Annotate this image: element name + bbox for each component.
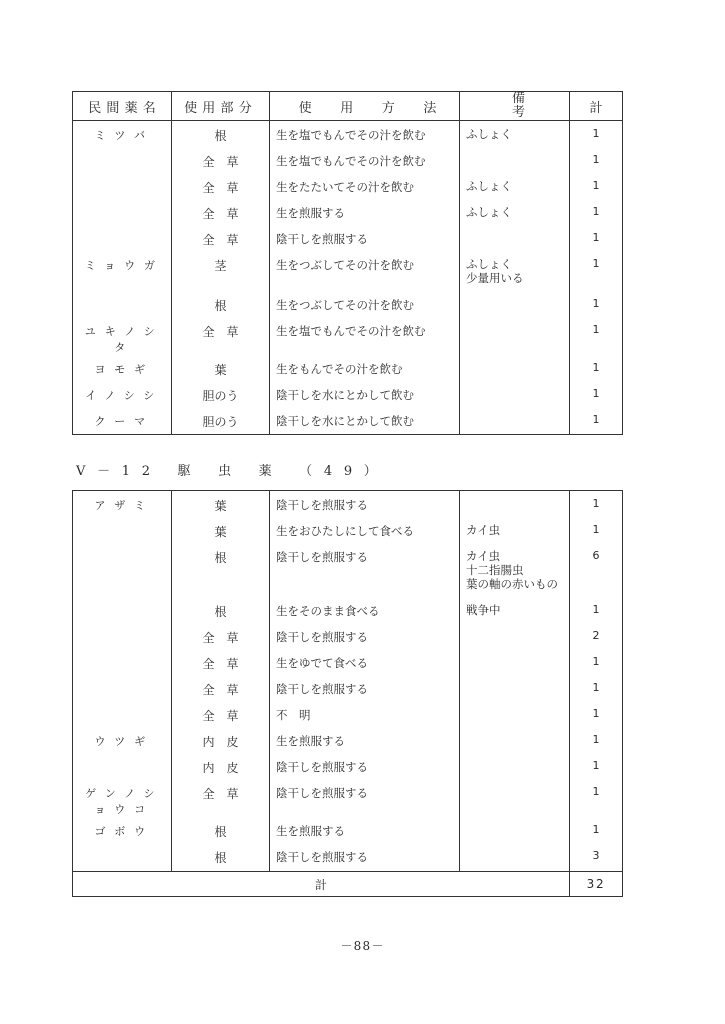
table-header-row xyxy=(73,92,623,121)
table-row xyxy=(73,543,623,597)
remedy-name xyxy=(73,543,172,597)
count: 1 xyxy=(570,491,623,517)
remedy-name: ミョウガ xyxy=(73,251,172,291)
note: ふしょく xyxy=(460,121,570,147)
part-used: 全 草 xyxy=(172,147,270,173)
part-used: 全 草 xyxy=(172,779,270,817)
remedy-table-1 xyxy=(72,91,623,435)
usage-method: 生をおひたしにして食べる xyxy=(270,517,460,543)
usage-method: 陰干しを水にとかして飲む xyxy=(270,407,460,435)
table-row xyxy=(73,597,623,623)
part-used: 内 皮 xyxy=(172,727,270,753)
table-row xyxy=(73,727,623,753)
count: 1 xyxy=(570,317,623,355)
header-count: 計 xyxy=(570,92,623,121)
table-row xyxy=(73,291,623,317)
part-used: 全 草 xyxy=(172,199,270,225)
remedy-table-2 xyxy=(72,490,623,897)
part-used: 全 草 xyxy=(172,317,270,355)
usage-method: 生をもんでその汁を飲む xyxy=(270,355,460,381)
page-number: －88－ xyxy=(340,939,385,953)
count: 2 xyxy=(570,623,623,649)
remedy-name xyxy=(73,649,172,675)
part-used: 内 皮 xyxy=(172,753,270,779)
note xyxy=(460,491,570,517)
part-used: 全 草 xyxy=(172,173,270,199)
remedy-name: クーマ xyxy=(73,407,172,435)
note xyxy=(460,225,570,251)
remedy-name: ゴボウ xyxy=(73,817,172,843)
usage-method: 陰干しを煎服する xyxy=(270,225,460,251)
count: 1 xyxy=(570,225,623,251)
note xyxy=(460,727,570,753)
usage-method: 陰干しを煎服する xyxy=(270,779,460,817)
note xyxy=(460,649,570,675)
usage-method: 陰干しを煎服する xyxy=(270,491,460,517)
note: ふしょく 少量用いる xyxy=(460,251,570,291)
remedy-name xyxy=(73,173,172,199)
note xyxy=(460,355,570,381)
note xyxy=(460,779,570,817)
remedy-name xyxy=(73,623,172,649)
count: 1 xyxy=(570,291,623,317)
count: 1 xyxy=(570,675,623,701)
table-row xyxy=(73,355,623,381)
table-row xyxy=(73,147,623,173)
note xyxy=(460,843,570,872)
remedy-name xyxy=(73,597,172,623)
table-row xyxy=(73,817,623,843)
section-heading: V－12 駆 虫 薬 （49） xyxy=(76,464,389,479)
usage-method: 生を煎服する xyxy=(270,199,460,225)
remedy-name: ゲンノショウコ xyxy=(73,779,172,817)
part-used: 茎 xyxy=(172,251,270,291)
note xyxy=(460,407,570,435)
usage-method: 生を塩でもんでその汁を飲む xyxy=(270,147,460,173)
usage-method: 不 明 xyxy=(270,701,460,727)
table-row xyxy=(73,517,623,543)
part-used: 根 xyxy=(172,121,270,147)
count: 1 xyxy=(570,649,623,675)
remedy-name xyxy=(73,675,172,701)
usage-method: 生を塩でもんでその汁を飲む xyxy=(270,317,460,355)
count: 1 xyxy=(570,355,623,381)
remedy-name: アザミ xyxy=(73,491,172,517)
part-used: 葉 xyxy=(172,355,270,381)
usage-method: 生を煎服する xyxy=(270,727,460,753)
usage-method: 陰干しを煎服する xyxy=(270,675,460,701)
table-row xyxy=(73,225,623,251)
count: 1 xyxy=(570,517,623,543)
note xyxy=(460,381,570,407)
note: カイ虫 xyxy=(460,517,570,543)
table-row xyxy=(73,491,623,517)
remedy-name: ユキノシタ xyxy=(73,317,172,355)
note: ふしょく xyxy=(460,173,570,199)
remedy-name: イノシシ xyxy=(73,381,172,407)
remedy-name: ヨモギ xyxy=(73,355,172,381)
remedy-name xyxy=(73,753,172,779)
table-row xyxy=(73,251,623,291)
count: 1 xyxy=(570,381,623,407)
note xyxy=(460,817,570,843)
usage-method: 陰干しを煎服する xyxy=(270,843,460,872)
usage-method: 生をゆでて食べる xyxy=(270,649,460,675)
total-row xyxy=(73,872,623,897)
note xyxy=(460,753,570,779)
remedy-name xyxy=(73,199,172,225)
note xyxy=(460,291,570,317)
table-row xyxy=(73,779,623,817)
part-used: 全 草 xyxy=(172,623,270,649)
table-row xyxy=(73,199,623,225)
header-note: 備考 xyxy=(460,92,570,121)
note: 戦争中 xyxy=(460,597,570,623)
table-row xyxy=(73,121,623,147)
table-row xyxy=(73,675,623,701)
count: 1 xyxy=(570,701,623,727)
count: 1 xyxy=(570,753,623,779)
count: 1 xyxy=(570,173,623,199)
count: 6 xyxy=(570,543,623,597)
usage-method: 陰干しを煎服する xyxy=(270,623,460,649)
remedy-name xyxy=(73,147,172,173)
part-used: 根 xyxy=(172,543,270,597)
count: 1 xyxy=(570,779,623,817)
header-method: 使用方法 xyxy=(270,92,460,121)
usage-method: 生をつぶしてその汁を飲む xyxy=(270,251,460,291)
part-used: 全 草 xyxy=(172,649,270,675)
total-label: 計 xyxy=(73,872,570,897)
count: 1 xyxy=(570,817,623,843)
part-used: 全 草 xyxy=(172,675,270,701)
part-used: 胆のう xyxy=(172,407,270,435)
usage-method: 生を煎服する xyxy=(270,817,460,843)
table-row xyxy=(73,843,623,872)
note xyxy=(460,147,570,173)
table-row xyxy=(73,381,623,407)
count: 3 xyxy=(570,843,623,872)
header-remedy-name: 民間薬名 xyxy=(73,92,172,121)
remedy-name xyxy=(73,517,172,543)
remedy-name xyxy=(73,225,172,251)
part-used: 根 xyxy=(172,817,270,843)
remedy-name: ミツバ xyxy=(73,121,172,147)
part-used: 根 xyxy=(172,291,270,317)
table-row xyxy=(73,649,623,675)
note xyxy=(460,317,570,355)
usage-method: 生をつぶしてその汁を飲む xyxy=(270,291,460,317)
part-used: 全 草 xyxy=(172,701,270,727)
table-row xyxy=(73,623,623,649)
count: 1 xyxy=(570,407,623,435)
remedy-name xyxy=(73,701,172,727)
count: 1 xyxy=(570,251,623,291)
table-row xyxy=(73,701,623,727)
note xyxy=(460,675,570,701)
table-row xyxy=(73,173,623,199)
count: 1 xyxy=(570,727,623,753)
usage-method: 陰干しを煎服する xyxy=(270,753,460,779)
part-used: 胆のう xyxy=(172,381,270,407)
part-used: 根 xyxy=(172,597,270,623)
remedy-name xyxy=(73,291,172,317)
usage-method: 生をたたいてその汁を飲む xyxy=(270,173,460,199)
table-row xyxy=(73,407,623,435)
usage-method: 生を塩でもんでその汁を飲む xyxy=(270,121,460,147)
remedy-name xyxy=(73,843,172,872)
header-part-used: 使用部分 xyxy=(172,92,270,121)
note xyxy=(460,701,570,727)
usage-method: 生をそのまま食べる xyxy=(270,597,460,623)
remedy-name: ウツギ xyxy=(73,727,172,753)
note: ふしょく xyxy=(460,199,570,225)
count: 1 xyxy=(570,147,623,173)
part-used: 葉 xyxy=(172,517,270,543)
table-row xyxy=(73,317,623,355)
note: カイ虫 十二指腸虫 葉の軸の赤いもの xyxy=(460,543,570,597)
part-used: 葉 xyxy=(172,491,270,517)
usage-method: 陰干しを水にとかして飲む xyxy=(270,381,460,407)
count: 1 xyxy=(570,199,623,225)
count: 1 xyxy=(570,597,623,623)
count: 1 xyxy=(570,121,623,147)
usage-method: 陰干しを煎服する xyxy=(270,543,460,597)
part-used: 全 草 xyxy=(172,225,270,251)
note xyxy=(460,623,570,649)
total-value: 32 xyxy=(570,872,623,897)
part-used: 根 xyxy=(172,843,270,872)
table-row xyxy=(73,753,623,779)
